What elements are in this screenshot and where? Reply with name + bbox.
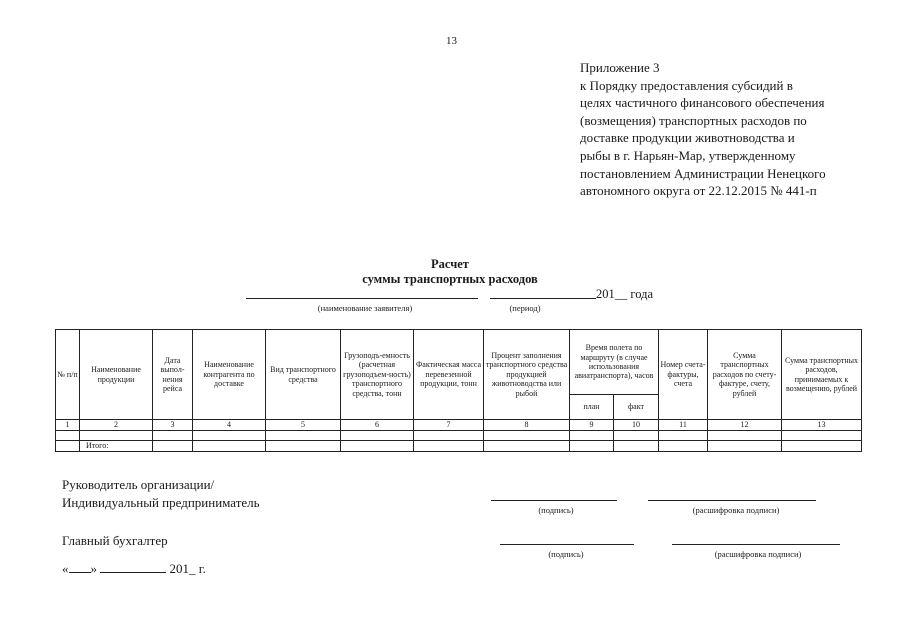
- column-number: 12: [708, 420, 782, 431]
- total-row: [56, 441, 862, 452]
- column-number: 9: [570, 420, 614, 431]
- header-invoice-sum: Сумма транспортных расходов по счету-фактуре, счету, рублей: [708, 330, 782, 420]
- appendix-line: к Порядку предоставления субсидий в: [580, 77, 793, 93]
- column-number: 11: [659, 420, 708, 431]
- header-trip-date: Дата выпол-нения рейса: [153, 330, 193, 420]
- column-number: 8: [484, 420, 570, 431]
- table-cell[interactable]: [153, 441, 193, 452]
- table-cell[interactable]: [341, 441, 414, 452]
- table-cell[interactable]: [782, 441, 862, 452]
- date-field: [62, 560, 206, 577]
- header-flight-time: Время полета по маршруту (в случае использования авиатранспорта), часов: [570, 330, 659, 395]
- subheader-fact: факт: [614, 395, 659, 420]
- table-cell[interactable]: [80, 431, 153, 441]
- column-number: 10: [614, 420, 659, 431]
- column-number: 3: [153, 420, 193, 431]
- total-label: Итого:: [80, 441, 153, 452]
- table-cell[interactable]: [659, 441, 708, 452]
- table-cell[interactable]: [570, 431, 614, 441]
- date-close-quote: »: [90, 561, 97, 576]
- column-number: 5: [266, 420, 341, 431]
- subheader-plan: план: [570, 395, 614, 420]
- table-cell[interactable]: [614, 431, 659, 441]
- head-label-line2: Индивидуальный предприниматель: [62, 495, 260, 510]
- document-subtitle: суммы транспортных расходов: [362, 272, 538, 286]
- date-year: 201_ г.: [169, 561, 206, 576]
- applicant-name-caption: (наименование заявителя): [317, 303, 413, 313]
- table-cell[interactable]: [484, 431, 570, 441]
- accountant-signature-line[interactable]: [500, 544, 634, 545]
- calculation-table: [55, 329, 862, 452]
- table-cell[interactable]: [193, 431, 266, 441]
- appendix-header: [580, 59, 890, 200]
- appendix-line: постановлением Администрации Ненецкого: [580, 165, 826, 181]
- column-number: 2: [80, 420, 153, 431]
- header-contractor-name: Наименование контрагента по доставке: [193, 330, 266, 420]
- accountant-decode-line[interactable]: [672, 544, 840, 545]
- head-signature-caption: (подпись): [538, 505, 574, 515]
- appendix-line: Приложение 3: [580, 60, 660, 75]
- accountant-signature-label: Главный бухгалтер: [62, 533, 168, 548]
- table-cell[interactable]: [414, 441, 484, 452]
- head-signature-label: [62, 476, 260, 512]
- appendix-line: (возмещения) транспортных расходов по: [580, 112, 807, 128]
- table-cell[interactable]: [193, 441, 266, 452]
- date-open-quote: «: [62, 561, 69, 576]
- applicant-name-line: [246, 298, 478, 299]
- header-number: № п/п: [56, 330, 80, 420]
- period-year-label: 201__ года: [596, 287, 653, 301]
- head-decode-caption: (расшифровка подписи): [692, 505, 780, 515]
- table-cell[interactable]: [570, 441, 614, 452]
- table-cell[interactable]: [341, 431, 414, 441]
- appendix-line: целях частичного финансового обеспечения: [580, 95, 825, 111]
- column-number: 13: [782, 420, 862, 431]
- document-title: Расчет: [431, 257, 469, 271]
- head-label-line1: Руководитель организации/: [62, 477, 215, 492]
- table-cell[interactable]: [659, 431, 708, 441]
- period-line: [490, 298, 596, 299]
- column-number: 4: [193, 420, 266, 431]
- table-cell[interactable]: [266, 431, 341, 441]
- header-actual-mass: Фактическая масса перевезенной продукции, тонн: [414, 330, 484, 420]
- head-decode-line[interactable]: [648, 500, 816, 501]
- column-numbers-row: [56, 420, 862, 431]
- header-product-name: Наименование продукции: [80, 330, 153, 420]
- header-fill-percent: Процент заполнения транспортного средства продукцией животноводства или рыбой: [484, 330, 570, 420]
- accountant-signature-caption: (подпись): [548, 549, 584, 559]
- table-cell[interactable]: [266, 441, 341, 452]
- table-cell[interactable]: [782, 431, 862, 441]
- table-cell[interactable]: [484, 441, 570, 452]
- header-invoice-number: Номер счета-фактуры, счета: [659, 330, 708, 420]
- accountant-decode-caption: (расшифровка подписи): [714, 549, 802, 559]
- table-cell[interactable]: [708, 431, 782, 441]
- column-number: 1: [56, 420, 80, 431]
- table-cell[interactable]: [708, 441, 782, 452]
- column-number: 6: [341, 420, 414, 431]
- header-vehicle-type: Вид транспортного средства: [266, 330, 341, 420]
- table-cell[interactable]: [153, 431, 193, 441]
- table-cell[interactable]: [614, 441, 659, 452]
- date-day-blank[interactable]: [69, 560, 91, 573]
- table-row: [56, 431, 862, 441]
- appendix-line: автономного округа от 22.12.2015 № 441-п: [580, 183, 817, 199]
- column-number: 7: [414, 420, 484, 431]
- table-cell[interactable]: [56, 431, 80, 441]
- appendix-line: рыбы в г. Нарьян-Мар, утвержденному: [580, 147, 796, 163]
- table-cell[interactable]: [414, 431, 484, 441]
- head-signature-line[interactable]: [491, 500, 617, 501]
- header-reimbursement-sum: Сумма транспортных расходов, принимаемых к возмещению, рублей: [782, 330, 862, 420]
- appendix-line: доставке продукции животноводства и: [580, 130, 795, 146]
- date-month-blank[interactable]: [100, 560, 166, 573]
- header-vehicle-capacity: Грузоподъ-емность (расчетная грузоподъем-ность) транспортного средства, тонн: [341, 330, 414, 420]
- table-cell: [56, 441, 80, 452]
- period-caption: (период): [509, 303, 541, 313]
- page-number: 13: [446, 35, 457, 47]
